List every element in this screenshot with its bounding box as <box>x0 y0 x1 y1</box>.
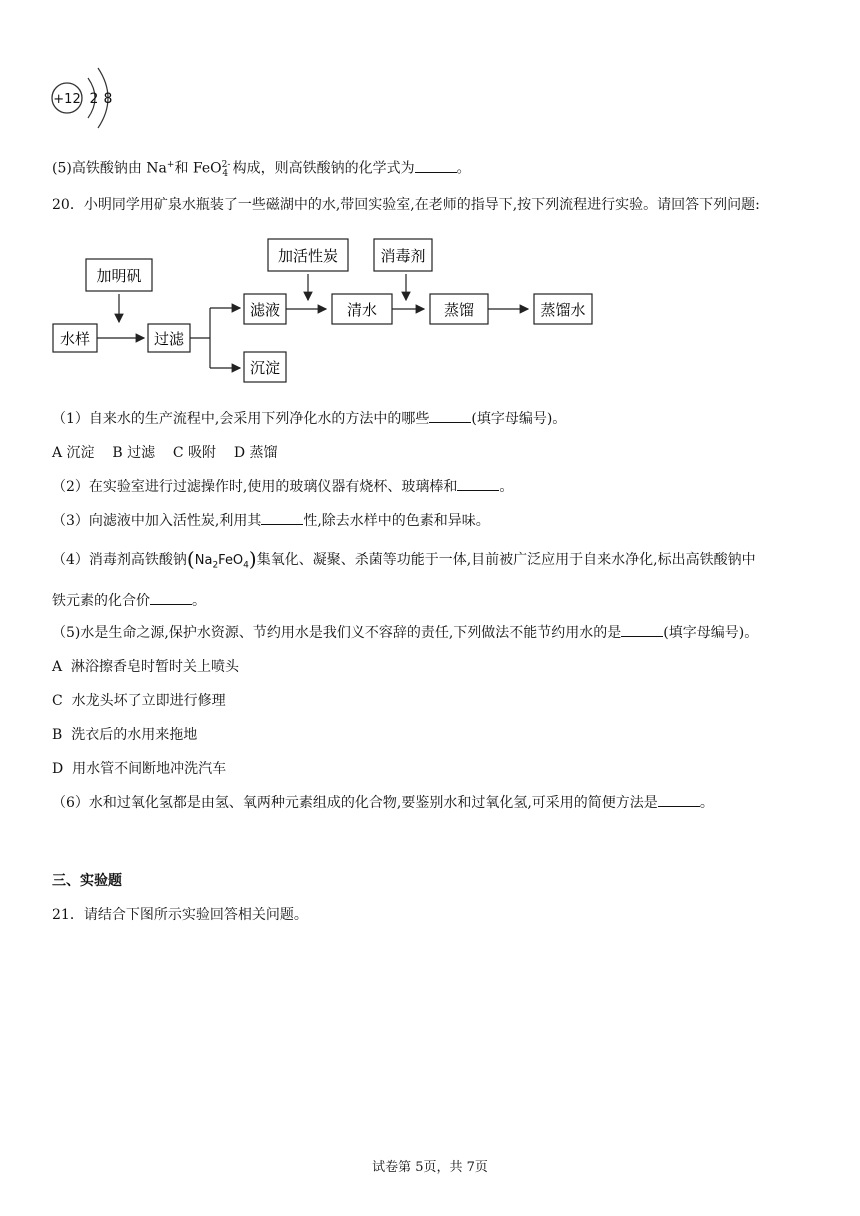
answer-blank[interactable] <box>261 512 303 525</box>
q20-part6: （6）水和过氧化氢都是由氢、氧两种元素组成的化合物,要鉴别水和过氧化氢,可采用的简便方法是 。 <box>52 795 714 811</box>
q20-part3: （3）向滤液中加入活性炭,利用其 性,除去水样中的色素和异味。 <box>52 513 490 529</box>
q20-part1: （1）自来水的生产流程中,会采用下列净化水的方法中的哪些 (填字母编号)。 <box>52 411 567 427</box>
label-clear-water: 清水 <box>346 301 378 319</box>
q20-stem: 20．小明同学用矿泉水瓶装了一些磁湖中的水,带回实验室,在老师的指导下,按下列流程进行实验。请回答下列问题: <box>52 197 760 213</box>
label-disinfectant: 消毒剂 <box>380 247 426 265</box>
label-distill: 蒸馏 <box>443 301 475 319</box>
label-filtrate: 滤液 <box>249 301 281 319</box>
section-title: 三、实验题 <box>52 873 122 889</box>
q21-stem: 21．请结合下图所示实验回答相关问题。 <box>52 907 308 923</box>
q20-part5-option-a: A 淋浴擦香皂时暂时关上喷头 <box>52 659 240 675</box>
label-add-carbon: 加活性炭 <box>277 247 339 265</box>
answer-blank[interactable] <box>621 624 663 637</box>
answer-blank[interactable] <box>457 478 499 491</box>
q19-part5: (5)高铁酸钠由 Na+和 FeO$^{2-}_4$ 构成，则高铁酸钠的化学式为 。 <box>52 160 471 180</box>
answer-blank[interactable] <box>429 410 471 423</box>
label-filter: 过滤 <box>153 330 185 348</box>
label-sample: 水样 <box>59 330 91 348</box>
q20-part4: （4）消毒剂高铁酸钠$(Na_2FeO_4)$集氧化、凝聚、杀菌等功能于一体,目前被广泛应用于自来水净化,标出高铁酸钠中 <box>52 547 756 571</box>
q20-part5-option-d: D 用水管不间断地冲洗汽车 <box>52 761 227 777</box>
answer-blank[interactable] <box>150 592 192 605</box>
atom-structure-diagram <box>50 56 130 140</box>
q20-part5: （5)水是生命之源,保护水资源、节约用水是我们义不容辞的责任,下列做法不能节约用水的是 (填字母编号)。 <box>52 625 759 641</box>
q20-part2: （2）在实验室进行过滤操作时,使用的玻璃仪器有烧杯、玻璃棒和 。 <box>52 479 514 495</box>
answer-blank[interactable] <box>658 794 700 807</box>
sodium-ferrate-formula: $Na_2FeO_4$ <box>194 553 249 571</box>
shell-1-electrons: 2 <box>89 91 99 107</box>
answer-blank[interactable] <box>415 160 457 173</box>
water-purification-flow-diagram <box>50 232 610 392</box>
q20-part5-option-c: C 水龙头坏了立即进行修理 <box>52 693 226 709</box>
page-footer: 试卷第 5页，共 7页 <box>372 1160 488 1175</box>
label-distilled-water: 蒸馏水 <box>540 301 586 319</box>
nucleus-charge: +12 <box>53 92 81 107</box>
label-add-alum: 加明矾 <box>96 267 142 285</box>
shell-2-electrons: 8 <box>103 91 113 107</box>
q20-part4-cont: 铁元素的化合价 。 <box>52 593 206 609</box>
label-sediment: 沉淀 <box>249 359 281 377</box>
q20-part1-options: A 沉淀 B 过滤 C 吸附 D 蒸馏 <box>52 445 278 461</box>
q20-part5-option-b: B 洗衣后的水用来拖地 <box>52 727 198 743</box>
